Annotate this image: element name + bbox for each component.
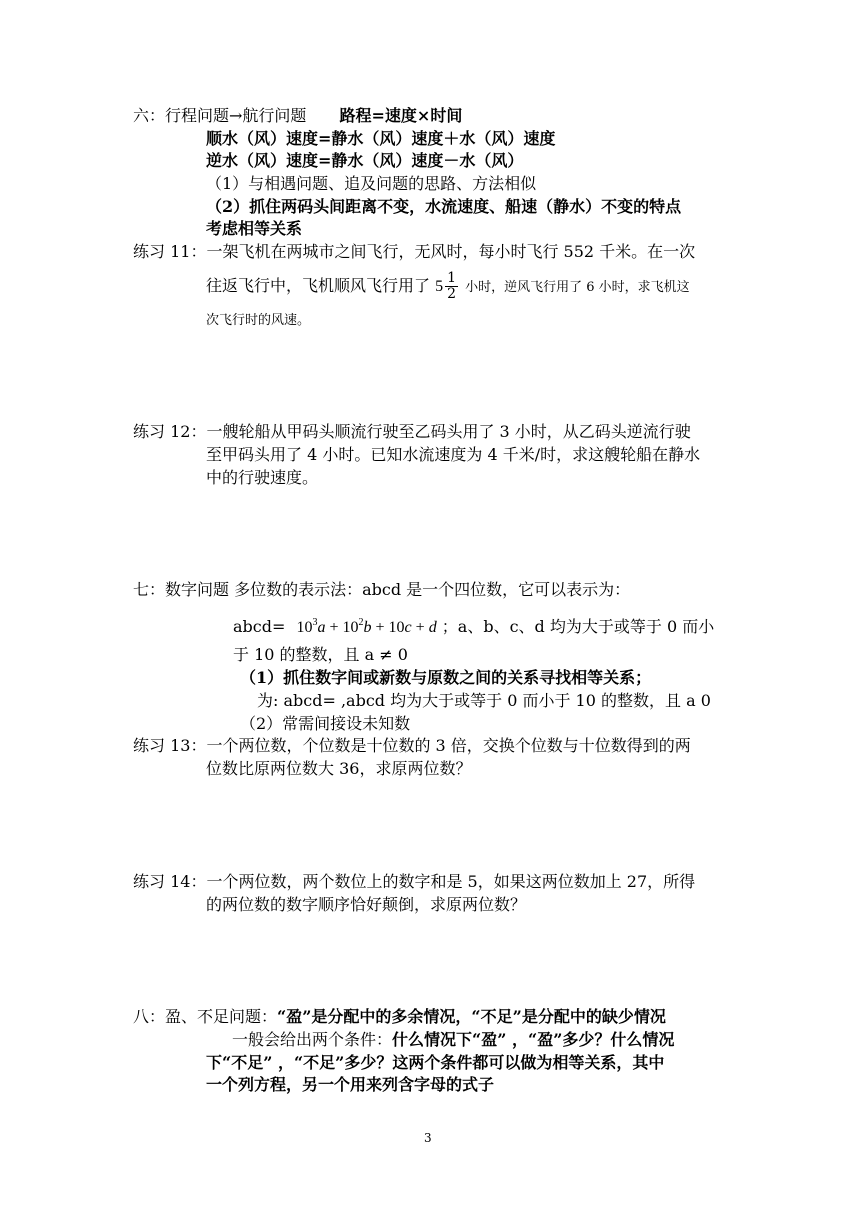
sec8-text2a: 一般会给出两个条件：: [232, 1030, 393, 1049]
sec6-line5: （2）抓住两码头间距离不变，水流速度、船速（静水）不变的特点: [206, 197, 682, 216]
ex11-fraction: [445, 271, 458, 302]
sec6-line4: （1）与相遇问题、追及问题的思路、方法相似: [206, 174, 537, 193]
sec8-text1: “盈”是分配中的多余情况，“不足”是分配中的缺少情况: [277, 1007, 666, 1026]
ex11-text2c: 小时，逆风飞行用了 6 小时，求飞机这: [465, 280, 690, 295]
ex11-text1: 一架飞机在两城市之间飞行，无风时，每小时飞行 552 千米。在一次: [206, 242, 696, 261]
ex13-text1: 一个两位数，个位数是十位数的 3 倍，交换个位数与十位数得到的两: [206, 736, 691, 755]
sec8-line4: 一个列方程，另一个用来列含字母的式子: [206, 1075, 495, 1094]
sec6-line2: 顺水（风）速度=静水（风）速度＋水（风）速度: [206, 129, 556, 148]
sec8-line3: 下“不足” ，“不足”多少？这两个条件都可以做为相等关系，其中: [206, 1053, 665, 1072]
ex11-mixed-whole: 5: [435, 278, 444, 295]
sec7-tail: ；a、b、c、d 均为大于或等于 0 而小: [441, 617, 715, 636]
sec7-line4: （1）抓住数字间或新数与原数之间的关系寻找相等关系；: [240, 668, 652, 687]
sec7-line5: 为: abcd= ,abcd 均为大于或等于 0 而小于 10 的整数，且 a 0: [257, 691, 711, 710]
page-number: 3: [424, 1131, 432, 1145]
ex11-line2: [206, 271, 690, 302]
sec7-line6: （2）常需间接设未知数: [240, 714, 411, 733]
ex11-line1: [133, 241, 695, 263]
ex11-fraction-den: 2: [447, 286, 457, 302]
ex11-fraction-num: 1: [447, 270, 457, 286]
ex13-line2: 位数比原两位数大 36，求原两位数？: [206, 759, 472, 778]
ex12-line3: 中的行驶速度。: [206, 468, 319, 487]
sec6-line6: 考虑相等关系: [206, 219, 303, 238]
ex13-line1: [133, 735, 691, 757]
sec8-text2b: 什么情况下“盈” ，“盈”多少？什么情况: [392, 1030, 675, 1049]
ex11-line3: 次飞行时的风速。: [206, 313, 311, 328]
sec7-formula-line: [233, 612, 714, 639]
ex12-line1: [133, 421, 691, 443]
sec7-heading: 七：数字问题 多位数的表示法：abcd 是一个四位数，它可以表示为：: [133, 580, 631, 599]
ex12-text1: 一艘轮船从甲码头顺流行驶至乙码头用了 3 小时，从乙码头逆流行驶: [206, 422, 691, 441]
ex14-line1: [133, 871, 695, 893]
sec7-abcd-label: abcd=: [233, 617, 286, 636]
ex11-label: 练习 11：: [133, 242, 207, 261]
ex13-label: 练习 13：: [133, 736, 207, 755]
ex11-text2a: 往返飞行中，飞机顺风飞行用了: [206, 276, 431, 295]
sec8-heading: 八：盈、不足问题：: [133, 1007, 278, 1026]
ex12-line2: 至甲码头用了 4 小时。已知水流速度为 4 千米/时，求这艘轮船在静水: [206, 445, 701, 464]
sec6-formula: 路程=速度×时间: [339, 106, 463, 125]
sec6-line1: [133, 105, 462, 127]
ex12-label: 练习 12：: [133, 422, 207, 441]
sec6-heading: 六：行程问题→航行问题: [133, 106, 307, 125]
ex14-line2: 的两位数的数字顺序恰好颠倒，求原两位数？: [206, 895, 527, 914]
ex14-label: 练习 14：: [133, 872, 207, 891]
sec8-line1: [133, 1006, 666, 1028]
ex14-text1: 一个两位数，两个数位上的数字和是 5，如果这两位数加上 27，所得: [206, 872, 696, 891]
sec7-line3: 于 10 的整数，且 a ≠ 0: [233, 645, 408, 664]
sec8-line2: [232, 1029, 674, 1051]
sec6-line3: 逆水（风）速度=静水（风）速度－水（风）: [206, 151, 524, 170]
sec7-expansion: $10^3a + 10^2b + 10c + d$: [296, 617, 437, 636]
